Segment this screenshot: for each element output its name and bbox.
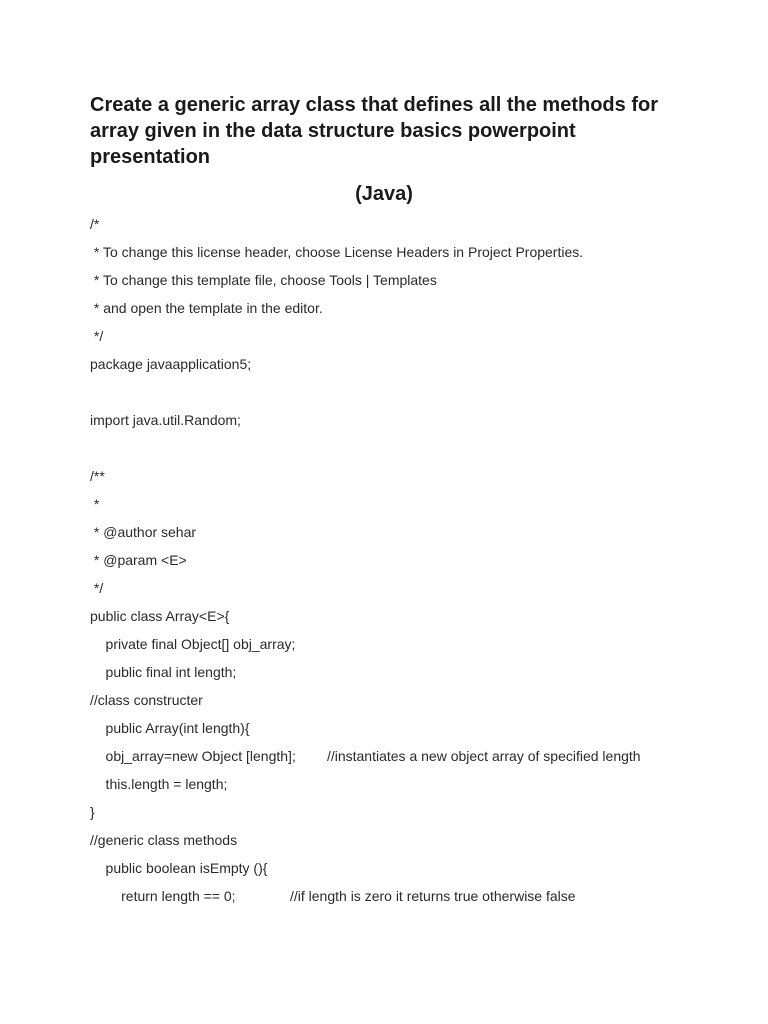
code-line: * and open the template in the editor. xyxy=(90,300,323,316)
code-line: public Array(int length){ xyxy=(90,720,250,736)
document-subtitle: (Java) xyxy=(355,183,413,205)
code-line: */ xyxy=(90,328,104,344)
code-line: private final Object[] obj_array; xyxy=(90,636,296,652)
code-line: * @author sehar xyxy=(90,524,197,540)
code-line: public class Array<E>{ xyxy=(90,608,230,624)
code-line: this.length = length; xyxy=(90,776,228,792)
code-line: /* xyxy=(90,216,100,232)
code-line: //class constructer xyxy=(90,692,203,708)
code-line: obj_array=new Object [length]; //instantiates a new object array of specified length xyxy=(90,748,641,764)
code-line: * To change this template file, choose Tools | Templates xyxy=(90,272,437,288)
code-line: /** xyxy=(90,468,105,484)
code-line: * To change this license header, choose License Headers in Project Properties. xyxy=(90,244,584,260)
code-line: public boolean isEmpty (){ xyxy=(90,860,268,876)
code-line: package javaapplication5; xyxy=(90,356,252,372)
code-line: */ xyxy=(90,580,104,596)
code-line: public final int length; xyxy=(90,664,237,680)
code-block xyxy=(90,210,730,910)
code-line: return length == 0; //if length is zero it returns true otherwise false xyxy=(90,888,576,904)
code-line: * xyxy=(90,496,100,512)
code-line: } xyxy=(90,804,95,820)
document-title: Create a generic array class that defines all the methods for array given in the data structure basics powerpoint presentation xyxy=(90,94,658,168)
code-line: //generic class methods xyxy=(90,832,238,848)
code-line xyxy=(90,434,730,462)
code-line: * @param <E> xyxy=(90,552,187,568)
code-line: import java.util.Random; xyxy=(90,412,241,428)
code-line xyxy=(90,378,730,406)
